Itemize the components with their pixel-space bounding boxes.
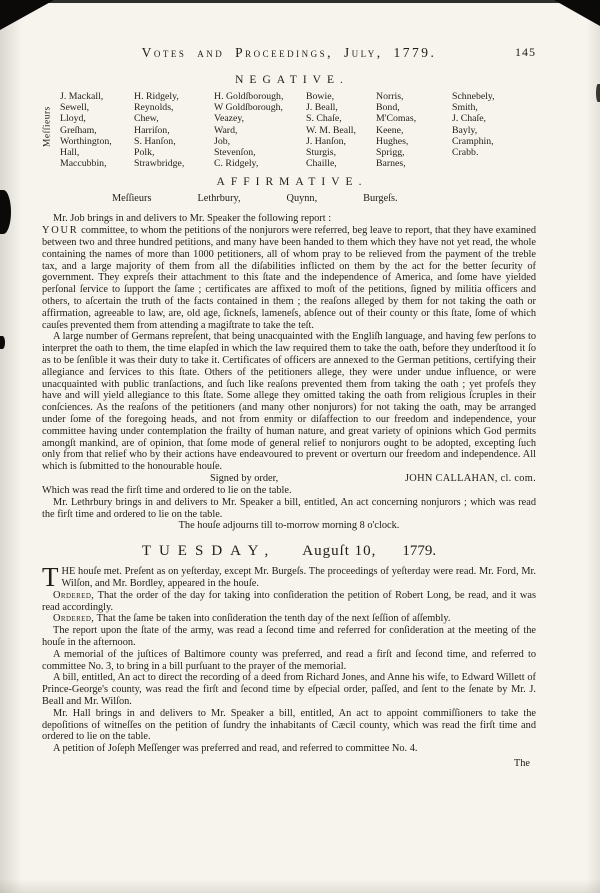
day-date: Auguſt 10, — [302, 543, 377, 560]
affirmative-names — [112, 193, 536, 204]
negative-heading: NEGATIVE. — [235, 74, 349, 86]
name-cell: Lloyd, — [60, 113, 86, 125]
paragraph-text: Mr. Job brings in and delivers to Mr. Speaker the following report : — [53, 213, 332, 225]
name-cell: J. Hanſon, — [306, 135, 347, 147]
name-cell: M'Comas, — [376, 113, 417, 125]
name-cell: Sprigg, — [376, 147, 405, 159]
name-cell: Lethrbury, — [197, 193, 241, 205]
negative-column-1 — [60, 91, 132, 169]
signature-line — [42, 473, 536, 485]
paragraph-army-report — [42, 625, 536, 649]
paragraph-hall-bill — [42, 708, 536, 743]
negative-column-5 — [376, 91, 450, 169]
page-content — [42, 44, 536, 769]
name-cell: Ward, — [214, 124, 238, 136]
catchword: The — [513, 757, 530, 769]
scan-artifact-left-mark — [0, 336, 5, 349]
name-cell: J. Mackall, — [60, 91, 104, 102]
paragraph-messenger-petition — [42, 743, 536, 755]
paragraph-text: A memorial of the juſtices of Baltimore county was preferred, and read a firſt and ſecond time, and referred to committee No. 3, to bring in a bill purſuant to the prayer of the memorial. — [42, 648, 536, 672]
page-number: 145 — [515, 45, 536, 59]
name-cell: H. Ridgely, — [134, 91, 179, 102]
name-cell: H. Goldſborough, — [214, 91, 284, 102]
name-cell: C. Ridgely, — [214, 158, 259, 170]
paragraph-text: Mr. Hall brings in and delivers to Mr. Speaker a bill, entitled, An act to appoint commiſſioners to take the depoſitions of witneſſes on the petition of ſundry the inhabitants of Cæcil county, which was read the firſt time and ordered to lie on the table. — [42, 707, 536, 743]
section-heading-tuesday — [42, 543, 536, 560]
negative-column-6 — [452, 91, 530, 169]
name-cell: J. Beall, — [306, 102, 338, 114]
name-cell: Greſham, — [60, 124, 97, 136]
name-cell: Hughes, — [376, 135, 409, 147]
name-cell: S. Hanſon, — [134, 135, 176, 147]
name-cell: Veazey, — [214, 113, 245, 125]
signed-by-order-label: Signed by order, — [210, 472, 279, 484]
paragraph-report-intro — [42, 213, 536, 225]
paragraph-text: Which was read the firſt time and ordered to lie on the table. — [42, 484, 292, 496]
name-cell: Polk, — [134, 147, 155, 159]
paragraph-baltimore-memorial — [42, 649, 536, 673]
messieurs-label: Meſſieurs — [112, 193, 152, 205]
paragraph-text: That the ſame be taken into conſideration the tenth day of the next ſeſſion of aſſembly. — [94, 613, 451, 625]
scan-artifact-corner-top-left — [0, 0, 54, 30]
paragraph-text: A petition of Joſeph Meſſenger was preferred and read, and referred to committee No. 4. — [53, 743, 418, 755]
paragraph-house-met — [42, 562, 536, 593]
paragraph-lead: Ordered, — [53, 613, 95, 625]
name-cell: Sturgis, — [306, 147, 337, 159]
name-cell: Quynn, — [286, 193, 318, 205]
paragraph-ordered-robert-long — [42, 590, 536, 614]
name-cell: Cramphin, — [452, 135, 494, 147]
name-cell: Burgeſs. — [363, 193, 398, 205]
scan-artifact-top-edge — [0, 0, 600, 3]
paragraph-lead: YOUR — [42, 225, 79, 237]
affirmative-heading: AFFIRMATIVE. — [216, 176, 368, 189]
name-cell: Crabb. — [452, 147, 479, 159]
name-cell: Maccubbin, — [60, 158, 107, 170]
name-cell: Sewell, — [60, 102, 90, 114]
name-cell: Bowie, — [306, 91, 335, 102]
name-cell: Reynolds, — [134, 102, 174, 114]
paragraph-lead: Ordered, — [53, 589, 95, 601]
name-cell: J. Chaſe, — [452, 113, 487, 125]
name-cell: Bond, — [376, 102, 400, 114]
name-cell: Keene, — [376, 124, 404, 136]
paragraph-text: HE houſe met. Preſent as on yeſterday, except Mr. Burgeſs. The proceedings of yeſterday were read. Mr. Ford, Mr. Wilſon, and Mr. Bordley, appeared in the houſe. — [61, 566, 536, 589]
name-cell: Stevenſon, — [214, 147, 256, 159]
name-cell: Harriſon, — [134, 124, 170, 136]
messieurs-side-label: Meſſieurs — [42, 106, 53, 148]
name-cell: Norris, — [376, 91, 404, 102]
name-cell: Hall, — [60, 147, 80, 159]
paragraph-read-first-time — [42, 485, 536, 497]
name-cell: Chew, — [134, 113, 159, 125]
paragraph-text: A large number of Germans repreſent, that being unacquainted with the Engliſh language, and having few perſons to interpret the oath to them, the time elapſed in which the law required them to take the oath, before they underſtood it ſo as to be ſenſible it was their duty to take it. Certificates of officers are annexed to the German petitions, certifying their allegiance and ſervices to this ſtate. Others of the petitioners allege, they were under undue influence, or were unacquainted with public tranſactions, and ſuch like reaſons prevented them from taking the oath ; yet profeſs they have and will yield allegiance to this ſtate. Some allege they omitted taking the oath from religious ſcruples in their conſciences. As the reaſons of the petitioners (and many other nonjurors) for not taking the oath, may be arranged under ſome of the foregoing heads, and not from enmity or diſaffection to our freedom and independence, your committee having under contemplation the frailty of human nature, and great variety of opinions which God permits amongſt mankind, are of opinion, that ſome mode of general relief to nonjurors ought to be adopted, excepting ſuch only from that relief who by their actions have endeavoured to prevent or overturn our freedom and independence. All which is ſubmitted to the honourable houſe. — [42, 331, 536, 473]
scan-artifact-right-mark — [596, 84, 600, 102]
negative-column-4 — [306, 91, 374, 169]
negative-column-3 — [214, 91, 304, 169]
name-cell: W Goldſborough, — [214, 102, 283, 114]
day-year: 1779. — [402, 543, 437, 560]
name-cell: Worthington, — [60, 135, 112, 147]
paragraph-text: The report upon the ſtate of the army, was read a ſecond time and referred for conſideration at the meeting of the houſe in the afternoon. — [42, 625, 536, 648]
name-cell: Strawbridge, — [134, 158, 185, 170]
name-cell: W. M. Beall, — [306, 124, 356, 136]
paragraph-house-adjourns — [42, 520, 536, 532]
paragraph-text: committee, to whom the petitions of the nonjurors were referred, beg leave to report, that they have examined between two and three hundred petitions, and many have been handed to them which they have not yet read, the whole containing the names of more than 1000 petitioners, all of whom pray to be relieved from the payment of the treble tax, and a large majority of them from all the diſabilities inflicted on them by the act for the better ſecurity of government. They expreſs their attachment to this ſtate and the independence of America, and ſome have yielded perſonal ſervice to ſupport the ſame ; certificates are affixed to moſt of the petitions, ſigned by militia officers and others, to aſcertain the truth of the facts contained in them ; the reaſons alleged by them for not taking the oath or affirmation, agreeable to law, are, old age, ſickneſs, lameneſs, abſence out of their county or this ſtate, ſome of which cauſes prevented them from attending a magiſtrate to take the teſt. — [42, 225, 536, 331]
name-cell: Barnes, — [376, 158, 406, 170]
paragraph-text: That the order of the day for taking into conſideration the petition of Robert Long, be read, and it was read accordingly. — [42, 589, 536, 613]
paragraph-germans — [42, 331, 536, 473]
catchword-row — [42, 758, 536, 769]
paragraph-text: A bill, entitled, An act to direct the recording of a deed from Richard Jones, and Anne his wife, to Edward Willett of Prince-George's county, was read the firſt and ſecond time by eſpecial order, paſſed, and ſent to the ſenate by Mr. J. Beall and Mr. Wilſon. — [42, 672, 536, 707]
scan-artifact-left-blob — [0, 190, 11, 234]
page-title: Votes and Proceedings, July, 1779. — [141, 45, 437, 60]
day-name: TUESDAY, — [141, 543, 277, 560]
name-cell: Chaille, — [306, 158, 337, 170]
negative-column-2 — [134, 91, 212, 169]
signature-name: JOHN CALLAHAN, cl. com. — [404, 472, 536, 484]
paragraph-lethrbury-bill — [42, 497, 536, 521]
scan-artifact-corner-top-right — [554, 0, 600, 26]
paragraph-text: Mr. Lethrbury brings in and delivers to Mr. Speaker a bill, entitled, An act concerning nonjurors ; which was read the firſt time and ordered to lie on the table. — [42, 496, 536, 520]
name-cell: Job, — [214, 135, 231, 147]
paragraph-ordered-next-session — [42, 613, 536, 625]
name-cell: Schnebely, — [452, 91, 495, 102]
paragraph-committee-report — [42, 225, 536, 331]
paragraph-text: The houſe adjourns till to-morrow morning 8 o'clock. — [178, 520, 400, 532]
drop-cap: T — [42, 562, 59, 593]
name-cell: S. Chaſe, — [306, 113, 342, 125]
name-cell: Smith, — [452, 102, 478, 114]
running-head — [42, 44, 536, 62]
name-cell: Bayly, — [452, 124, 478, 136]
negative-vote-table — [42, 91, 536, 169]
paragraph-deed-bill — [42, 672, 536, 707]
